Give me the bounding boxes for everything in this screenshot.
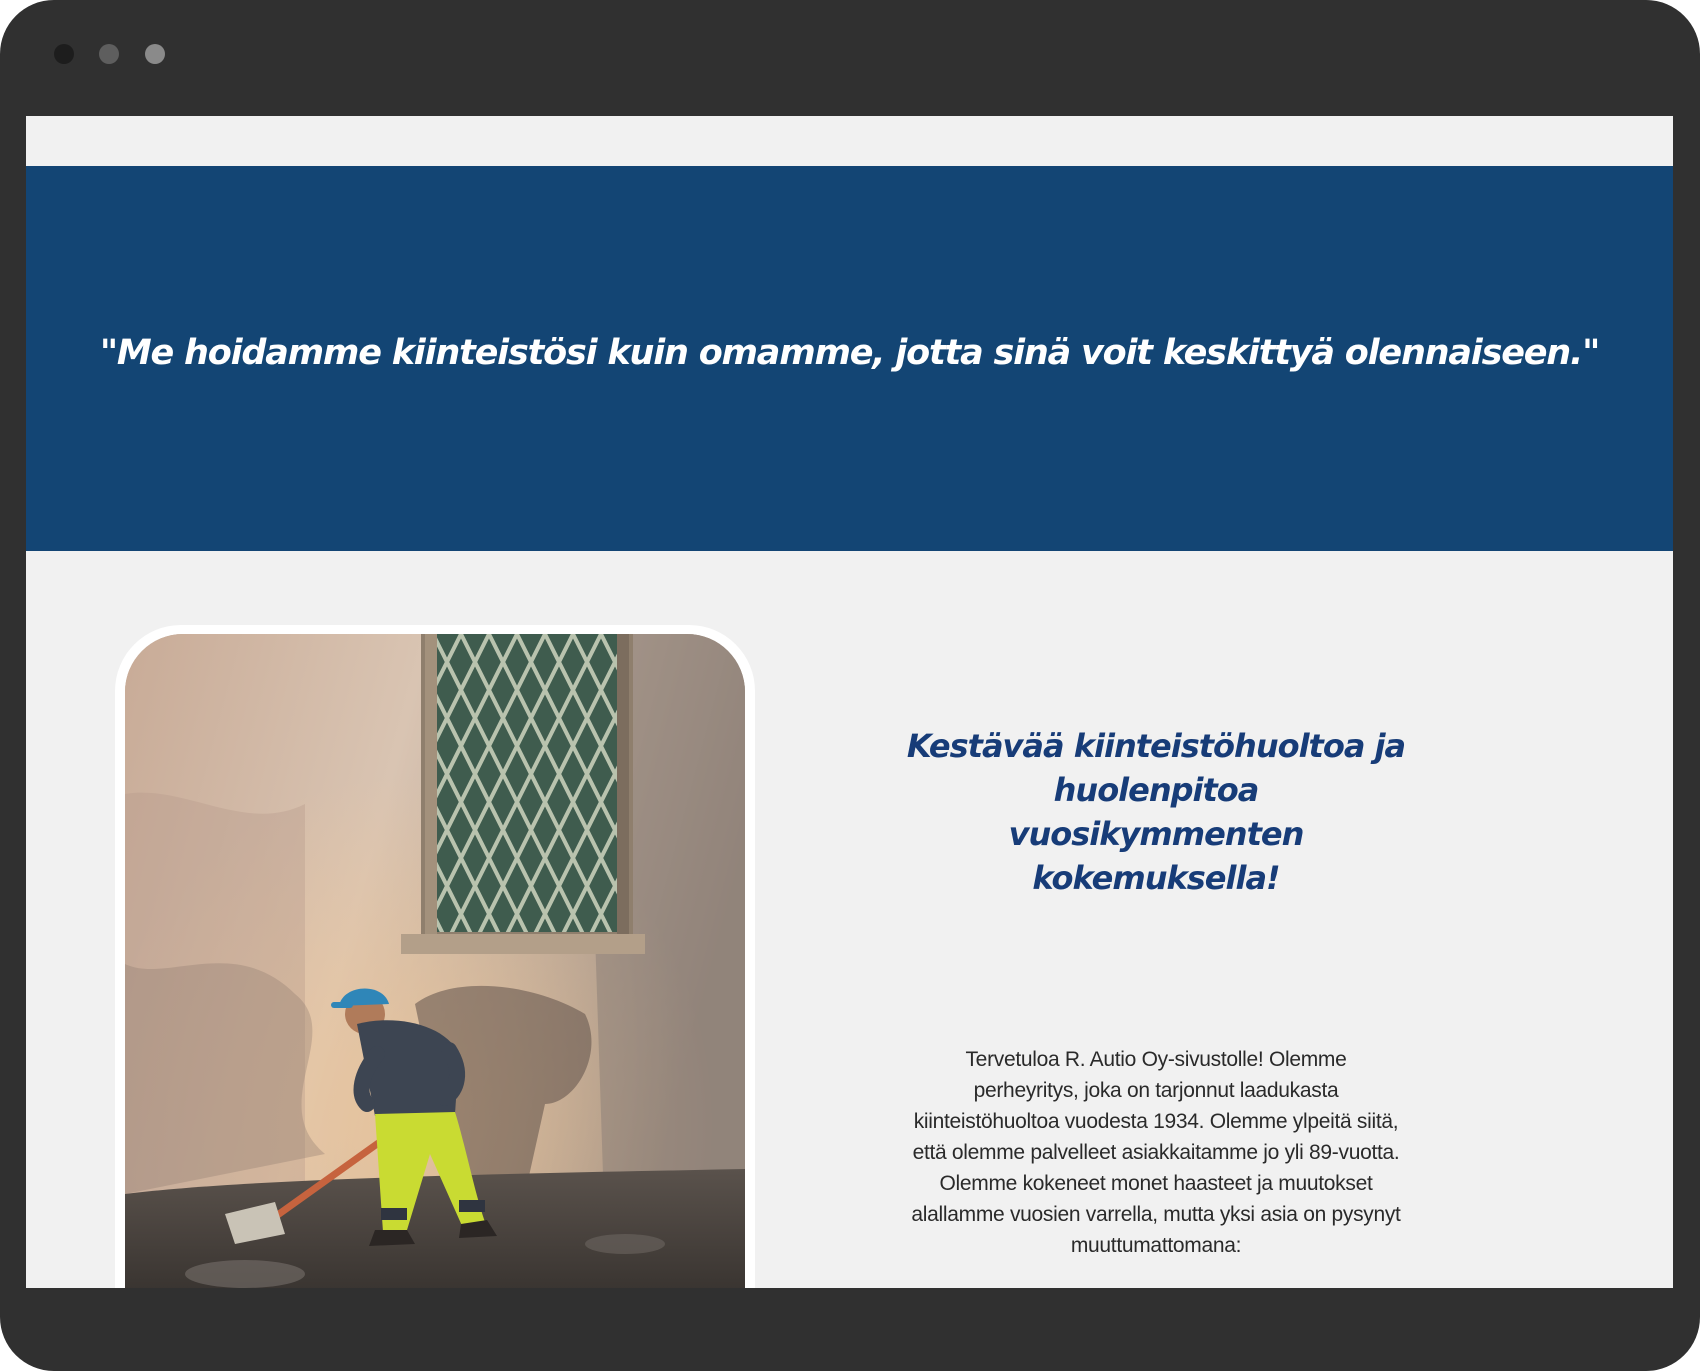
banner-quote: "Me hoidamme kiinteistösi kuin omamme, jotta sinä voit keskittyä olennaiseen." xyxy=(99,332,1600,373)
photo-card xyxy=(115,625,755,1288)
window-maximize-dot[interactable] xyxy=(145,44,165,64)
window-close-dot[interactable] xyxy=(54,44,74,64)
quote-banner xyxy=(26,166,1673,551)
worker-photo-illustration xyxy=(125,634,745,1288)
page-viewport[interactable] xyxy=(26,116,1673,1288)
worker-shoveling-photo xyxy=(125,634,745,1288)
window-minimize-dot[interactable] xyxy=(99,44,119,64)
about-intro-text: Tervetuloa R. Autio Oy-sivustolle! Olemme perheyritys, joka on tarjonnut laadukasta kiinteistöhuoltoa vuodesta 1934. Olemme ylpeitä siitä, että olemme palvelleet asiakkaitamme jo yli 89-vuotta. Olemme kokeneet monet haasteet ja muutokset alallamme vuosien varrella, mutta yksi asia on pysynyt muuttumattomana: xyxy=(911,1048,1401,1257)
about-heading: Kestävää kiinteistöhuoltoa ja huolenpitoa vuosikymmenten kokemuksella! xyxy=(906,727,1406,897)
